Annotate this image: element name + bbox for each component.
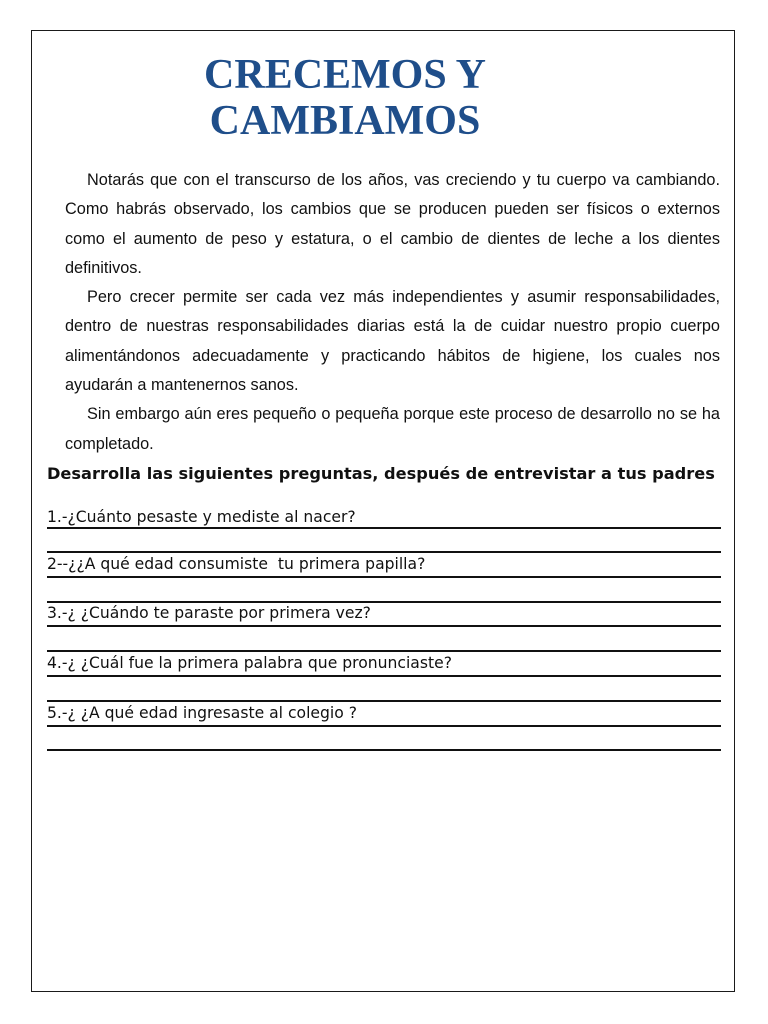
intro-paragraph: Pero crecer permite ser cada vez más independientes y asumir responsabilidades, dentro de nuestras responsabilidades diarias está la de cuidar nuestro propio cuerpo alimentándonos adecuadamente y practicando hábitos de higiene, los cuales nos ayudarán a mantenernos sanos. xyxy=(65,288,720,395)
answer-line[interactable] xyxy=(47,725,721,727)
answer-line[interactable] xyxy=(47,749,721,751)
question-3: 3.-¿ ¿Cuándo te paraste por primera vez? xyxy=(47,604,371,622)
question-4: 4.-¿ ¿Cuál fue la primera palabra que pronunciaste? xyxy=(47,654,452,672)
intro-paragraph: Notarás que con el transcurso de los años, vas creciendo y tu cuerpo va cambiando. Como habrás observado, los cambios que se producen pueden ser físicos o externos como el aumento de peso y estatura, o el cambio de dientes de leche a los dientes definitivos. xyxy=(65,171,720,277)
title-line-2: CAMBIAMOS xyxy=(209,98,481,144)
question-1: 1.-¿Cuánto pesaste y mediste al nacer? xyxy=(47,508,356,526)
answer-line[interactable] xyxy=(47,675,721,677)
worksheet-title xyxy=(150,52,540,144)
answer-line[interactable] xyxy=(47,551,721,553)
intro-paragraph: Sin embargo aún eres pequeño o pequeña porque este proceso de desarrollo no se ha completado. xyxy=(65,405,720,453)
answer-line[interactable] xyxy=(47,700,721,702)
answer-line[interactable] xyxy=(47,576,721,578)
answer-line[interactable] xyxy=(47,650,721,652)
answer-line[interactable] xyxy=(47,527,721,529)
title-line-1: CRECEMOS Y xyxy=(204,52,486,98)
question-2: 2--¿¿A qué edad consumiste tu primera papilla? xyxy=(47,555,426,573)
intro-text xyxy=(65,166,720,459)
questions-heading: Desarrolla las siguientes preguntas, después de entrevistar a tus padres xyxy=(47,464,715,483)
answer-line[interactable] xyxy=(47,625,721,627)
question-5: 5.-¿ ¿A qué edad ingresaste al colegio ? xyxy=(47,704,358,722)
